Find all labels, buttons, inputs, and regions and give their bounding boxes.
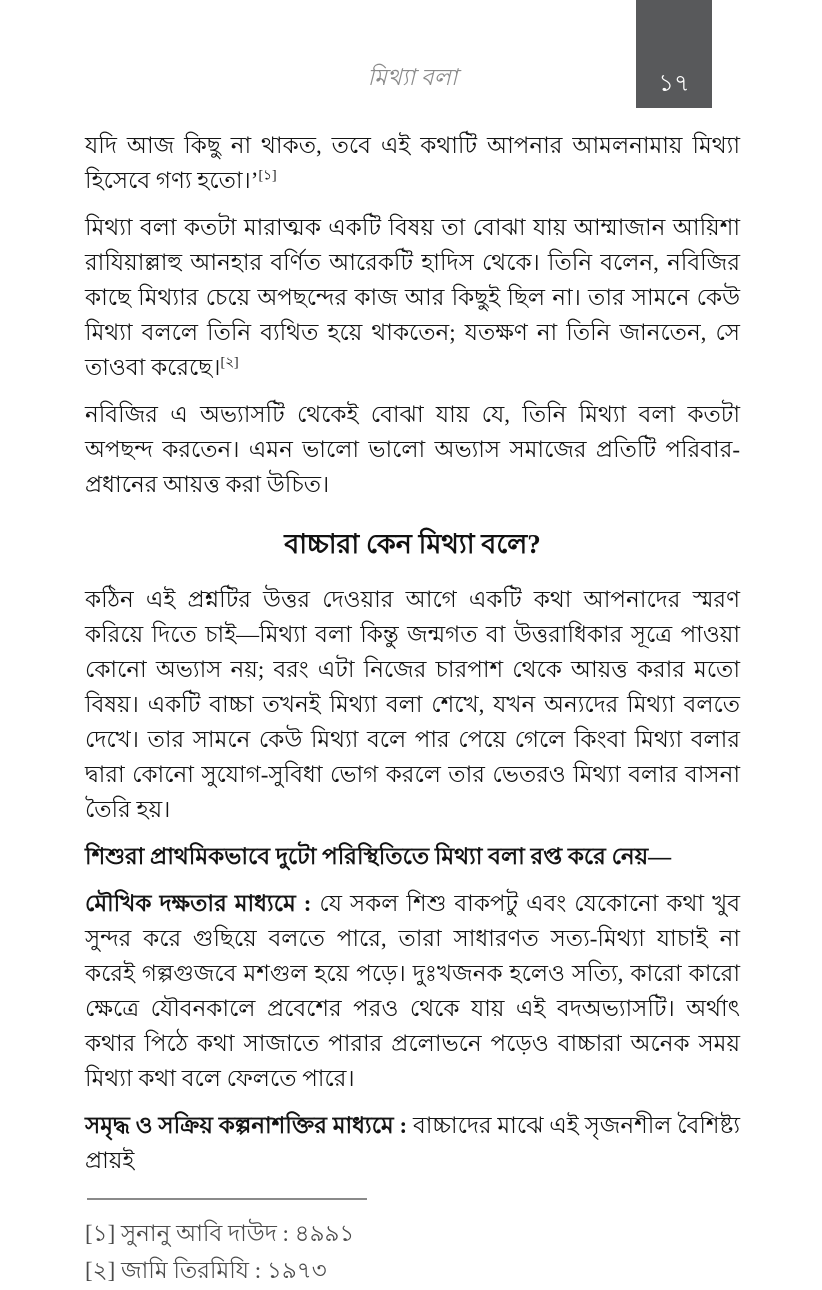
paragraph-hadith [85, 210, 740, 385]
page-number-box [636, 0, 712, 108]
paragraph-why-children-lie: কঠিন এই প্রশ্নটির উত্তর দেওয়ার আগে একটি কথা আপনাদের স্মরণ করিয়ে দিতে চাই—মিথ্যা বলা কিন্তু জন্মগত বা উত্তরাধিকার সূত্রে পাওয়া কোনো অভ্যাস নয়; বরং এটা নিজের চারপাশ থেকে আয়ত্ত করার মতো বিষয়। একটি বাচ্চা তখনই মিথ্যা বলা শেখে, যখন অন্যদের মিথ্যা বলতে দেখে। তার সামনে কেউ মিথ্যা বলে পার পেয়ে গেলে কিংবা মিথ্যা বলার দ্বারা কোনো সুযোগ-সুবিধা ভোগ করলে তার ভেতরও মিথ্যা বলার বাসনা তৈরি হয়। [85, 587, 740, 822]
item-verbal-skill [85, 886, 740, 1096]
footnote-2: [২] জামি তিরমিযি : ১৯৭৩ [85, 1258, 327, 1283]
running-title: মিথ্যা বলা [367, 65, 458, 90]
item-verbal-skill-lead: মৌখিক দক্ষতার মাধ্যমে : [85, 891, 312, 916]
footnote-separator [87, 1198, 367, 1200]
page-body [85, 108, 740, 1290]
footnote-ref-1: [১] [258, 167, 277, 183]
footnote-ref-2: [২] [220, 354, 239, 370]
paragraph-quote-end [85, 128, 740, 198]
footnote-1: [১] সুনানু আবি দাউদ : ৪৯৯১ [85, 1221, 355, 1246]
item-imagination-lead: সমৃদ্ধ ও সক্রিয় কল্পনাশক্তির মাধ্যমে : [85, 1113, 408, 1138]
page-number: ১৭ [658, 71, 690, 97]
item-imagination-text: বাচ্চাদের মাঝে এই সৃজনশীল বৈশিষ্ট্য প্রায়ই [85, 1113, 740, 1173]
paragraph-quote-end-text: যদি আজ কিছু না থাকত, তবে এই কথাটি আপনার আমলনামায় মিথ্যা হিসেবে গণ্য হতো।’ [85, 133, 740, 193]
item-imagination [85, 1108, 740, 1178]
section-heading: বাচ্চারা কেন মিথ্যা বলে? [284, 529, 541, 559]
intro-line: শিশুরা প্রাথমিকভাবে দুটো পরিস্থিতিতে মিথ্যা বলা রপ্ত করে নেয়— [85, 844, 672, 869]
paragraph-hadith-text: মিথ্যা বলা কতটা মারাত্মক একটি বিষয় তা বোঝা যায় আম্মাজান আয়িশা রাযিয়াল্লাহু আনহার বর্ণিত আরেকটি হাদিস থেকে। তিনি বলেন, নবিজির কাছে মিথ্যার চেয়ে অপছন্দের কাজ আর কিছুই ছিল না। তার সামনে কেউ মিথ্যা বললে তিনি ব্যথিত হয়ে থাকতেন; যতক্ষণ না তিনি জানতেন, সে তাওবা করেছে। [85, 215, 740, 380]
paragraph-habit: নবিজির এ অভ্যাসটি থেকেই বোঝা যায় যে, তিনি মিথ্যা বলা কতটা অপছন্দ করতেন। এমন ভালো ভালো অভ্যাস সমাজের প্রতিটি পরিবার-প্রধানের আয়ত্ত করা উচিত। [85, 402, 740, 497]
item-verbal-skill-text: যে সকল শিশু বাকপটু এবং যেকোনো কথা খুব সুন্দর করে গুছিয়ে বলতে পারে, তারা সাধারণত সত্য-মিথ্যা যাচাই না করেই গল্পগুজবে মশগুল হয়ে পড়ে। দুঃখজনক হলেও সত্যি, কারো কারো ক্ষেত্রে যৌবনকালে প্রবেশের পরও থেকে যায় এই বদঅভ্যাসটি। অর্থাৎ কথার পিঠে কথা সাজাতে পারার প্রলোভনে পড়েও বাচ্চারা অনেক সময় মিথ্যা কথা বলে ফেলতে পারে। [85, 891, 740, 1091]
